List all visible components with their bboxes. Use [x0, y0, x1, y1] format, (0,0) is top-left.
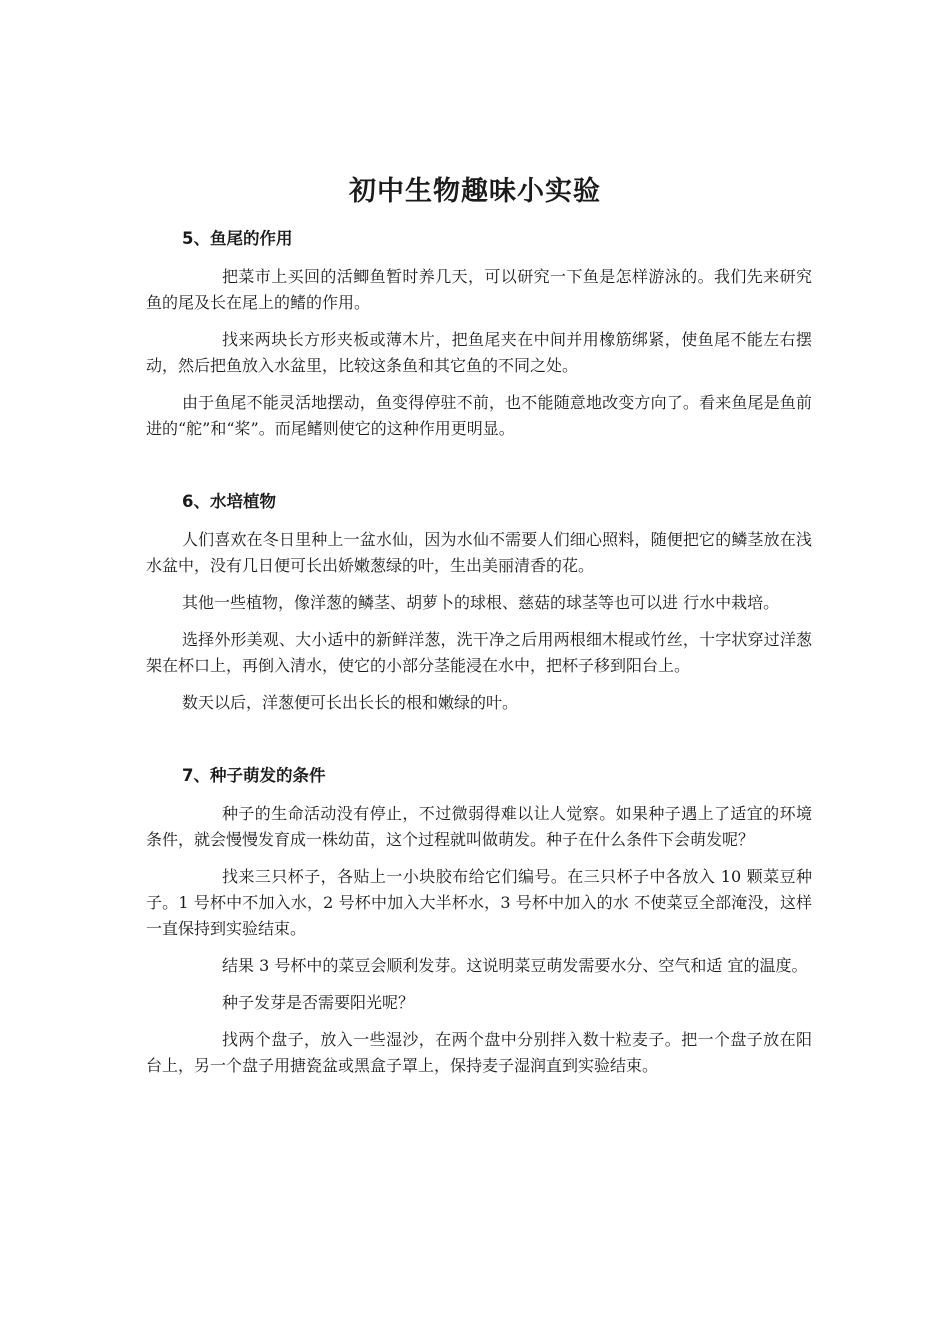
document-body: [146, 226, 812, 1090]
section-seed-germination: [146, 763, 812, 1079]
section-heading: 7、种子萌发的条件: [182, 766, 326, 785]
section-spacer: [146, 727, 812, 763]
paragraph: 由于鱼尾不能灵活地摆动，鱼变得停驻不前，也不能随意地改变方向了。看来鱼尾是鱼前进的“舵”和“桨”。而尾鳍则使它的这种作用更明显。: [146, 393, 812, 438]
paragraph: 数天以后，洋葱便可长出长长的根和嫩绿的叶。: [182, 693, 519, 712]
paragraph: 找来两块长方形夹板或薄木片，把鱼尾夹在中间并用橡筋绑紧，使鱼尾不能左右摆动，然后把鱼放入水盆里，比较这条鱼和其它鱼的不同之处。: [146, 330, 812, 375]
paragraph: 种子发芽是否需要阳光呢？: [222, 993, 415, 1012]
paragraph: 把菜市上买回的活鲫鱼暂时养几天，可以研究一下鱼是怎样游泳的。我们先来研究鱼的尾及长在尾上的鳍的作用。: [146, 267, 812, 312]
paragraph: 找两个盘子，放入一些湿沙，在两个盘中分别拌入数十粒麦子。把一个盘子放在阳台上，另一个盘子用搪瓷盆或黑盒子罩上，保持麦子湿润直到实验结束。: [146, 1030, 812, 1075]
section-hydroponic-plants: [146, 489, 812, 716]
paragraph: 找来三只杯子，各贴上一小块胶布给它们编号。在三只杯子中各放入 10 颗菜豆种子。1 号杯中不加入水，2 号杯中加入大半杯水，3 号杯中加入的水 不使菜豆全部淹没，这样一直保持到实验结束。: [146, 867, 812, 938]
paragraph: 其他一些植物，像洋葱的鳞茎、胡萝卜的球根、慈菇的球茎等也可以进 行水中栽培。: [182, 593, 780, 612]
section-heading: 5、鱼尾的作用: [182, 229, 293, 248]
paragraph: 人们喜欢在冬日里种上一盆水仙，因为水仙不需要人们细心照料，随便把它的鳞茎放在浅水盆中，没有几日便可长出娇嫩葱绿的叶，生出美丽清香的花。: [146, 530, 812, 575]
section-spacer: [146, 453, 812, 489]
paragraph: 结果 3 号杯中的菜豆会顺利发芽。这说明菜豆萌发需要水分、空气和适 宜的温度。: [222, 956, 808, 975]
document-title: 初中生物趣味小实验: [349, 176, 601, 207]
paragraph: 种子的生命活动没有停止，不过微弱得难以让人觉察。如果种子遇上了适宜的环境条件，就会慢慢发育成一株幼苗，这个过程就叫做萌发。种子在什么条件下会萌发呢？: [146, 804, 812, 849]
paragraph: 选择外形美观、大小适中的新鲜洋葱，洗干净之后用两根细木棍或竹丝，十字状穿过洋葱架在杯口上，再倒入清水，使它的小部分茎能浸在水中，把杯子移到阳台上。: [146, 630, 812, 675]
section-heading: 6、水培植物: [182, 492, 276, 511]
section-fish-tail: [146, 226, 812, 442]
